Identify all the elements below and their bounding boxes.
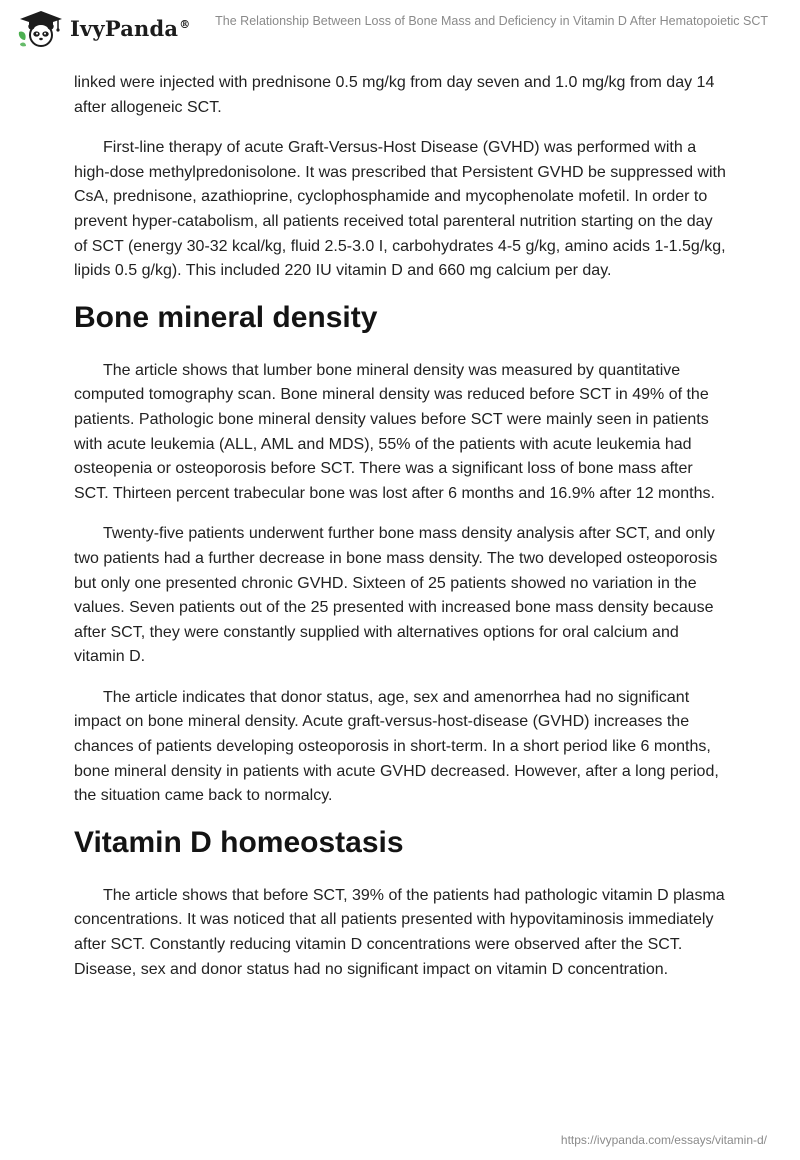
source-url[interactable]: https://ivypanda.com/essays/vitamin-d/ [560, 1133, 767, 1147]
brand-name: IvyPanda® [70, 15, 191, 41]
paragraph-2: First-line therapy of acute Graft-Versus-Host Disease (GVHD) was performed with a high-dose methylpredonisolone. It was prescribed that Persistent GVHD be suppressed with CsA, prednisone, azathioprine, cyclophosphamide and mycophenolate mofetil. In order to prevent hyper-catabolism, all patients received total parenteral nutrition starting on the day of SCT (energy 30-32 kcal/kg, fluid 2.5-3.0 I, carbohydrates 4-5 g/kg, amino acids 1-1.5g/kg, lipids 0.5 g/kg). This included 220 IU vitamin D and 660 mg calcium per day. [74, 139, 726, 280]
heading-vitamin-d-homeostasis: Vitamin D homeostasis [74, 825, 404, 859]
page-header [0, 0, 800, 64]
document-title: The Relationship Between Loss of Bone Mass and Deficiency in Vitamin D After Hematopoietic SCT [215, 14, 768, 28]
paragraph-3: The article shows that lumber bone mineral density was measured by quantitative computed tomography scan. Bone mineral density was reduced before SCT in 49% of the patients. Pathologic bone mineral density values before SCT were mainly seen in patients with acute leukemia (ALL, AML and MDS), 55% of the patients with acute leukemia had osteopenia or osteoporosis before SCT. There was a significant loss of bone mass after SCT. Thirteen percent trabecular bone was lost after 6 months and 16.9% after 12 months. [74, 361, 715, 502]
paragraph-6: The article shows that before SCT, 39% of the patients had pathologic vitamin D plasma concentrations. It was noticed that all patients presented with hypovitaminosis immediately after SCT. Constantly reducing vitamin D concentrations were observed after the SCT. Disease, sex and donor status had no significant impact on vitamin D concentration. [74, 886, 725, 978]
ivypanda-logo[interactable] [14, 8, 190, 48]
registered-mark: ® [179, 17, 191, 31]
heading-bone-mineral-density: Bone mineral density [74, 300, 378, 334]
paragraph-5: The article indicates that donor status, age, sex and amenorrhea had no significant impact on bone mineral density. Acute graft-versus-host-disease (GVHD) increases the chances of patients developing osteoporosis in short-term. In a short period like 6 months, bone mineral density in patients with acute GVHD decreased. However, after a long period, the situation came back to normalcy. [74, 688, 719, 805]
article-body [74, 71, 726, 998]
paragraph-1: linked were injected with prednisone 0.5 mg/kg from day seven and 1.0 mg/kg from day 14 after allogeneic SCT. [74, 74, 715, 116]
panda-graduate-logo-icon [14, 8, 64, 48]
paragraph-4: Twenty-five patients underwent further bone mass density analysis after SCT, and only two patients had a further decrease in bone mass density. The two developed osteoporosis but only one presented chronic GVHD. Sixteen of 25 patients showed no variation in the values. Seven patients out of the 25 presented with increased bone mass density because after SCT, they were constantly supplied with alternatives options for oral calcium and vitamin D. [74, 525, 718, 666]
